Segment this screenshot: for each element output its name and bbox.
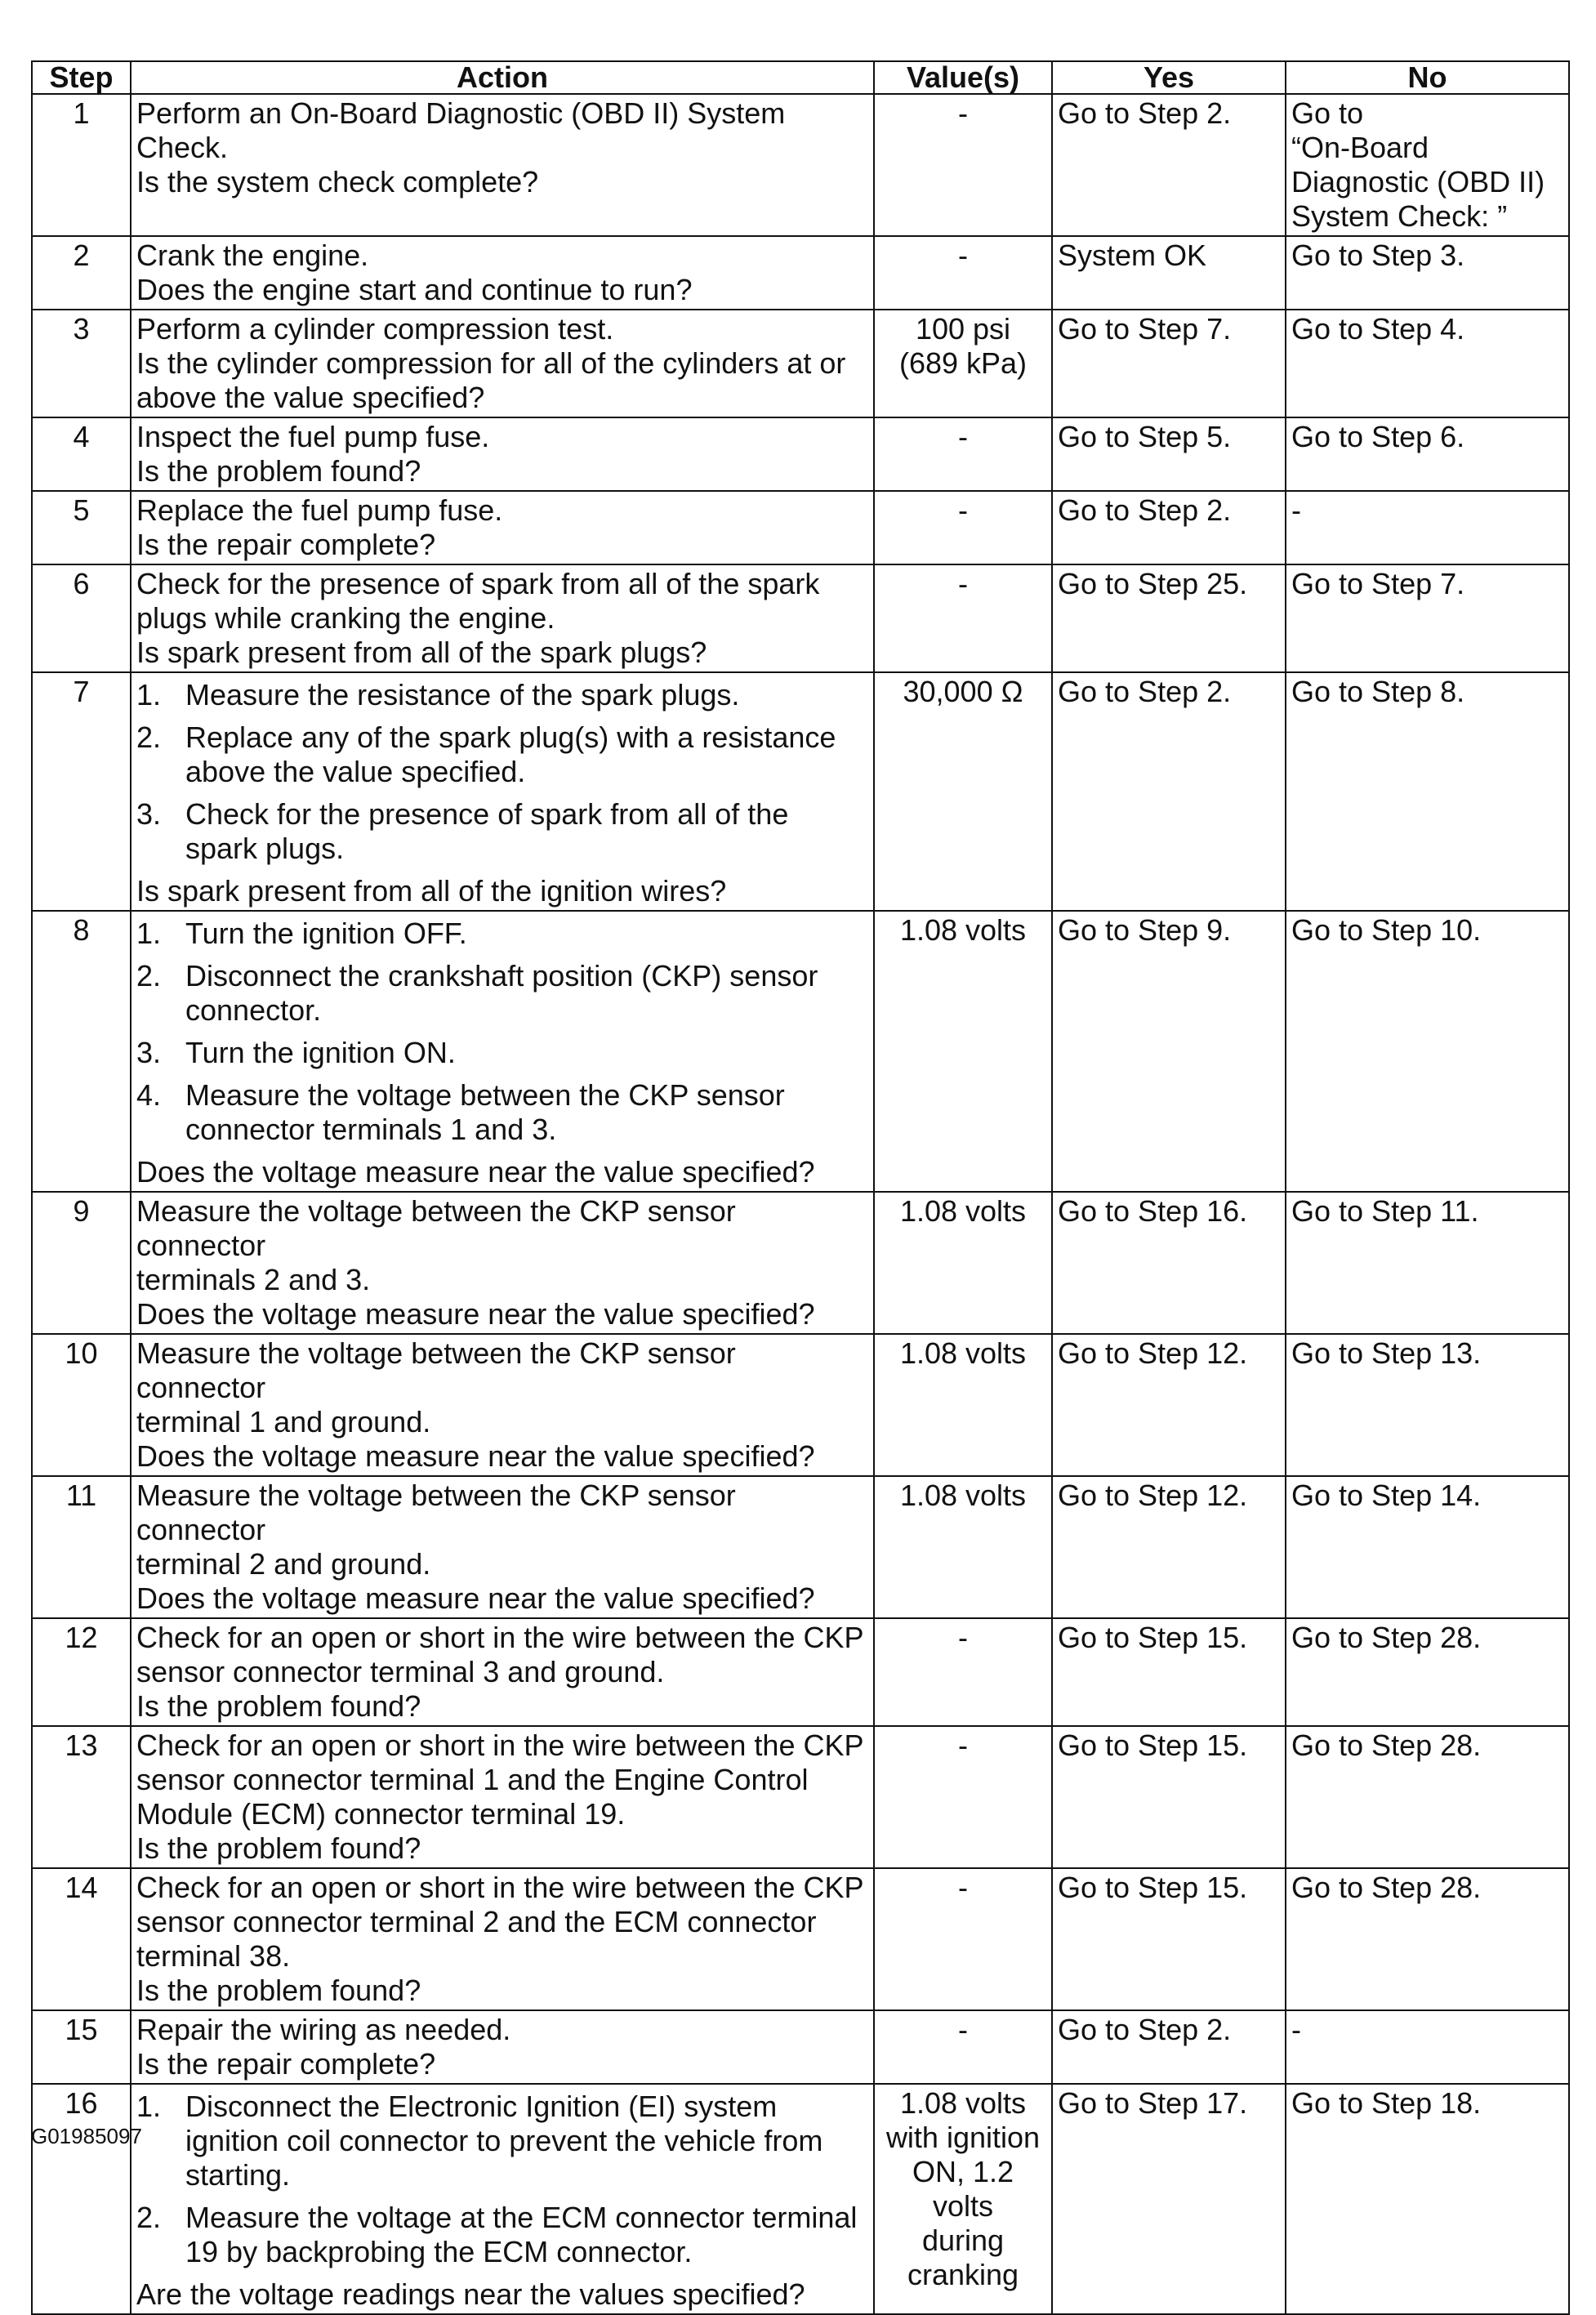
values-cell: -: [874, 2010, 1052, 2084]
action-cell: Repair the wiring as needed. Is the repair complete?: [131, 2010, 874, 2084]
table-row: [32, 2084, 1569, 2314]
action-list-item: [136, 1036, 868, 1070]
action-cell: Check for an open or short in the wire between the CKP sensor connector terminal 2 and the ECM connector terminal 38. Is the problem found?: [131, 1868, 874, 2010]
no-cell: Go to Step 3.: [1286, 236, 1569, 310]
action-question: Is spark present from all of the ignition wires?: [136, 874, 727, 908]
yes-cell: Go to Step 15.: [1052, 1868, 1286, 2010]
values-cell: 1.08 volts with ignition ON, 1.2 volts during cranking: [874, 2084, 1052, 2314]
no-cell: Go to Step 6.: [1286, 417, 1569, 491]
list-item-text: Measure the voltage between the CKP sensor connector terminals 1 and 3.: [185, 1078, 785, 1146]
yes-cell: Go to Step 2.: [1052, 672, 1286, 911]
no-cell: Go to Step 18.: [1286, 2084, 1569, 2314]
yes-cell: Go to Step 2.: [1052, 2010, 1286, 2084]
yes-cell: Go to Step 15.: [1052, 1618, 1286, 1726]
values-cell: -: [874, 417, 1052, 491]
yes-cell: Go to Step 25.: [1052, 564, 1286, 672]
step-cell: 7: [32, 672, 131, 911]
action-list-item: [136, 959, 868, 1028]
step-cell: 3: [32, 310, 131, 417]
list-number: 3.: [136, 1036, 162, 1069]
list-item-text: Replace any of the spark plug(s) with a resistance above the value specified.: [185, 720, 836, 788]
table-row: [32, 1334, 1569, 1476]
action-cell: Crank the engine. Does the engine start and continue to run?: [131, 236, 874, 310]
table-row: [32, 1726, 1569, 1868]
no-cell: Go to Step 14.: [1286, 1476, 1569, 1618]
action-question: Does the voltage measure near the value specified?: [136, 1155, 815, 1189]
yes-cell: Go to Step 12.: [1052, 1476, 1286, 1618]
no-cell: Go to Step 13.: [1286, 1334, 1569, 1476]
values-cell: 1.08 volts: [874, 1476, 1052, 1618]
values-cell: -: [874, 564, 1052, 672]
no-cell: Go to Step 10.: [1286, 911, 1569, 1192]
list-number: 1.: [136, 678, 162, 711]
header-values: Value(s): [874, 61, 1052, 94]
header-step: Step: [32, 61, 131, 94]
action-cell: Measure the voltage between the CKP sensor connector terminals 2 and 3. Does the voltage measure near the value specified?: [131, 1192, 874, 1334]
action-list-item: [136, 2090, 868, 2192]
table-row: [32, 564, 1569, 672]
values-cell: -: [874, 94, 1052, 236]
no-cell: Go to “On-Board Diagnostic (OBD II) System Check: ”: [1286, 94, 1569, 236]
values-cell: -: [874, 1868, 1052, 2010]
step-cell: 2: [32, 236, 131, 310]
step-cell: 5: [32, 491, 131, 564]
step-cell: 6: [32, 564, 131, 672]
yes-cell: Go to Step 15.: [1052, 1726, 1286, 1868]
action-list-item: [136, 917, 868, 951]
table-row: [32, 1868, 1569, 2010]
list-item-text: Measure the voltage at the ECM connector terminal 19 by backprobing the ECM connector.: [185, 2201, 858, 2268]
action-list-item: [136, 2201, 868, 2269]
values-cell: -: [874, 1618, 1052, 1726]
table-row: [32, 672, 1569, 911]
values-cell: -: [874, 236, 1052, 310]
yes-cell: Go to Step 7.: [1052, 310, 1286, 417]
list-number: 2.: [136, 720, 162, 754]
list-item-text: Measure the resistance of the spark plugs.: [185, 678, 740, 711]
step-cell: 8: [32, 911, 131, 1192]
step-cell: 1: [32, 94, 131, 236]
action-cell: Measure the voltage between the CKP sensor connector terminal 2 and ground. Does the voltage measure near the value specified?: [131, 1476, 874, 1618]
step-cell: 14: [32, 1868, 131, 2010]
header-yes: Yes: [1052, 61, 1286, 94]
values-cell: 1.08 volts: [874, 911, 1052, 1192]
table-row: [32, 94, 1569, 236]
list-number: 4.: [136, 1078, 162, 1112]
action-cell: Check for an open or short in the wire between the CKP sensor connector terminal 1 and the Engine Control Module (ECM) connector terminal 19. Is the problem found?: [131, 1726, 874, 1868]
action-cell: Measure the voltage between the CKP sensor connector terminal 1 and ground. Does the voltage measure near the value specified?: [131, 1334, 874, 1476]
header-action: Action: [131, 61, 874, 94]
table-row: [32, 236, 1569, 310]
action-list-item: [136, 1078, 868, 1147]
action-list-item: [136, 797, 868, 866]
list-item-text: Check for the presence of spark from all of the spark plugs.: [185, 797, 789, 865]
table-row: [32, 1192, 1569, 1334]
table-row: [32, 911, 1569, 1192]
yes-cell: Go to Step 2.: [1052, 491, 1286, 564]
action-cell: Inspect the fuel pump fuse. Is the problem found?: [131, 417, 874, 491]
step-cell: 12: [32, 1618, 131, 1726]
header-row: [32, 61, 1569, 94]
list-number: 3.: [136, 797, 162, 831]
values-cell: -: [874, 1726, 1052, 1868]
list-number: 2.: [136, 2201, 162, 2234]
action-cell: [131, 672, 874, 911]
step-cell: 13: [32, 1726, 131, 1868]
action-list-item: [136, 678, 868, 712]
list-number: 1.: [136, 917, 162, 950]
table-row: [32, 1618, 1569, 1726]
table-body: [32, 94, 1569, 2314]
table-row: [32, 310, 1569, 417]
yes-cell: Go to Step 2.: [1052, 94, 1286, 236]
no-cell: Go to Step 28.: [1286, 1726, 1569, 1868]
no-cell: Go to Step 7.: [1286, 564, 1569, 672]
no-cell: Go to Step 28.: [1286, 1618, 1569, 1726]
no-cell: Go to Step 8.: [1286, 672, 1569, 911]
action-cell: Check for the presence of spark from all of the spark plugs while cranking the engine. Is spark present from all of the spark plugs?: [131, 564, 874, 672]
list-item-text: Turn the ignition ON.: [185, 1036, 456, 1069]
action-cell: [131, 911, 874, 1192]
yes-cell: System OK: [1052, 236, 1286, 310]
step-cell: 4: [32, 417, 131, 491]
list-item-text: Turn the ignition OFF.: [185, 917, 467, 950]
step-cell: 9: [32, 1192, 131, 1334]
no-cell: Go to Step 28.: [1286, 1868, 1569, 2010]
table-row: [32, 417, 1569, 491]
list-item-text: Disconnect the crankshaft position (CKP) sensor connector.: [185, 959, 818, 1027]
action-cell: Replace the fuel pump fuse. Is the repair complete?: [131, 491, 874, 564]
yes-cell: Go to Step 16.: [1052, 1192, 1286, 1334]
values-cell: 1.08 volts: [874, 1192, 1052, 1334]
list-item-text: Disconnect the Electronic Ignition (EI) system ignition coil connector to prevent the vehicle from starting.: [185, 2090, 823, 2192]
diagnostic-table: [31, 60, 1570, 2315]
step-cell: 15: [32, 2010, 131, 2084]
yes-cell: Go to Step 12.: [1052, 1334, 1286, 1476]
action-cell: Perform an On-Board Diagnostic (OBD II) System Check. Is the system check complete?: [131, 94, 874, 236]
values-cell: -: [874, 491, 1052, 564]
action-cell: [131, 2084, 874, 2314]
values-cell: 30,000 Ω: [874, 672, 1052, 911]
no-cell: Go to Step 11.: [1286, 1192, 1569, 1334]
step-cell: 11: [32, 1476, 131, 1618]
table-row: [32, 1476, 1569, 1618]
no-cell: -: [1286, 2010, 1569, 2084]
action-question: Are the voltage readings near the values specified?: [136, 2277, 805, 2311]
yes-cell: Go to Step 9.: [1052, 911, 1286, 1192]
list-number: 1.: [136, 2090, 162, 2123]
table-row: [32, 491, 1569, 564]
no-cell: -: [1286, 491, 1569, 564]
action-cell: Perform a cylinder compression test. Is the cylinder compression for all of the cylinders at or above the value specified?: [131, 310, 874, 417]
yes-cell: Go to Step 5.: [1052, 417, 1286, 491]
values-cell: 100 psi (689 kPa): [874, 310, 1052, 417]
yes-cell: Go to Step 17.: [1052, 2084, 1286, 2314]
values-cell: 1.08 volts: [874, 1334, 1052, 1476]
figure-id: G01985097: [31, 2124, 142, 2148]
table-row: [32, 2010, 1569, 2084]
action-cell: Check for an open or short in the wire between the CKP sensor connector terminal 3 and ground. Is the problem found?: [131, 1618, 874, 1726]
step-cell: 10: [32, 1334, 131, 1476]
action-list-item: [136, 720, 868, 789]
no-cell: Go to Step 4.: [1286, 310, 1569, 417]
list-number: 2.: [136, 959, 162, 992]
step-cell: 16: [32, 2084, 131, 2314]
header-no: No: [1286, 61, 1569, 94]
